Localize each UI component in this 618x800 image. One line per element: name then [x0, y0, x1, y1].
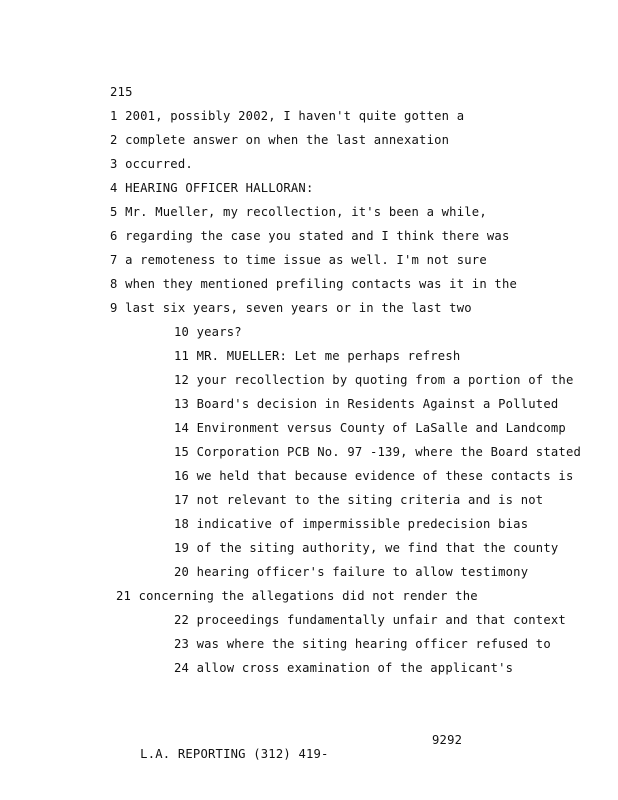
reporter-phone-suffix: 9292: [432, 733, 463, 747]
reporter-name: L.A. REPORTING (312) 419-: [140, 747, 329, 761]
page-footer: [110, 733, 470, 789]
transcript-line-11: 11 MR. MUELLER: Let me perhaps refresh: [174, 349, 461, 363]
transcript-line-18: 18 indicative of impermissible predecision bias: [174, 517, 529, 531]
transcript-line-10: 10 years?: [174, 325, 242, 339]
transcript-line-14: 14 Environment versus County of LaSalle and Landcomp: [174, 421, 566, 435]
transcript-line-16: 16 we held that because evidence of these contacts is: [174, 469, 574, 483]
transcript-line-2: 2 complete answer on when the last annexation: [110, 133, 450, 147]
transcript-line-5: 5 Mr. Mueller, my recollection, it's been a while,: [110, 205, 487, 219]
transcript-line-21: 21 concerning the allegations did not render the: [116, 589, 478, 603]
transcript-line-24: 24 allow cross examination of the applicant's: [174, 661, 514, 675]
transcript-line-7: 7 a remoteness to time issue as well. I'm not sure: [110, 253, 487, 267]
transcript-line-12: 12 your recollection by quoting from a portion of the: [174, 373, 574, 387]
transcript-line-22: 22 proceedings fundamentally unfair and that context: [174, 613, 566, 627]
transcript-line-17: 17 not relevant to the siting criteria and is not: [174, 493, 544, 507]
transcript-line-8: 8 when they mentioned prefiling contacts was it in the: [110, 277, 518, 291]
transcript-line-20: 20 hearing officer's failure to allow testimony: [174, 565, 529, 579]
transcript-line-19: 19 of the siting authority, we find that the county: [174, 541, 559, 555]
transcript-line-6: 6 regarding the case you stated and I think there was: [110, 229, 510, 243]
transcript-line-1: 1 2001, possibly 2002, I haven't quite gotten a: [110, 109, 465, 123]
transcript-line-4: 4 HEARING OFFICER HALLORAN:: [110, 181, 314, 195]
transcript-line-9: 9 last six years, seven years or in the last two: [110, 301, 472, 315]
transcript-line-15: 15 Corporation PCB No. 97 -139, where the Board stated: [174, 445, 582, 459]
transcript-line-13: 13 Board's decision in Residents Against a Polluted: [174, 397, 559, 411]
page-number: 215: [110, 85, 133, 99]
transcript-line-3: 3 occurred.: [110, 157, 193, 171]
transcript-line-23: 23 was where the siting hearing officer refused to: [174, 637, 551, 651]
